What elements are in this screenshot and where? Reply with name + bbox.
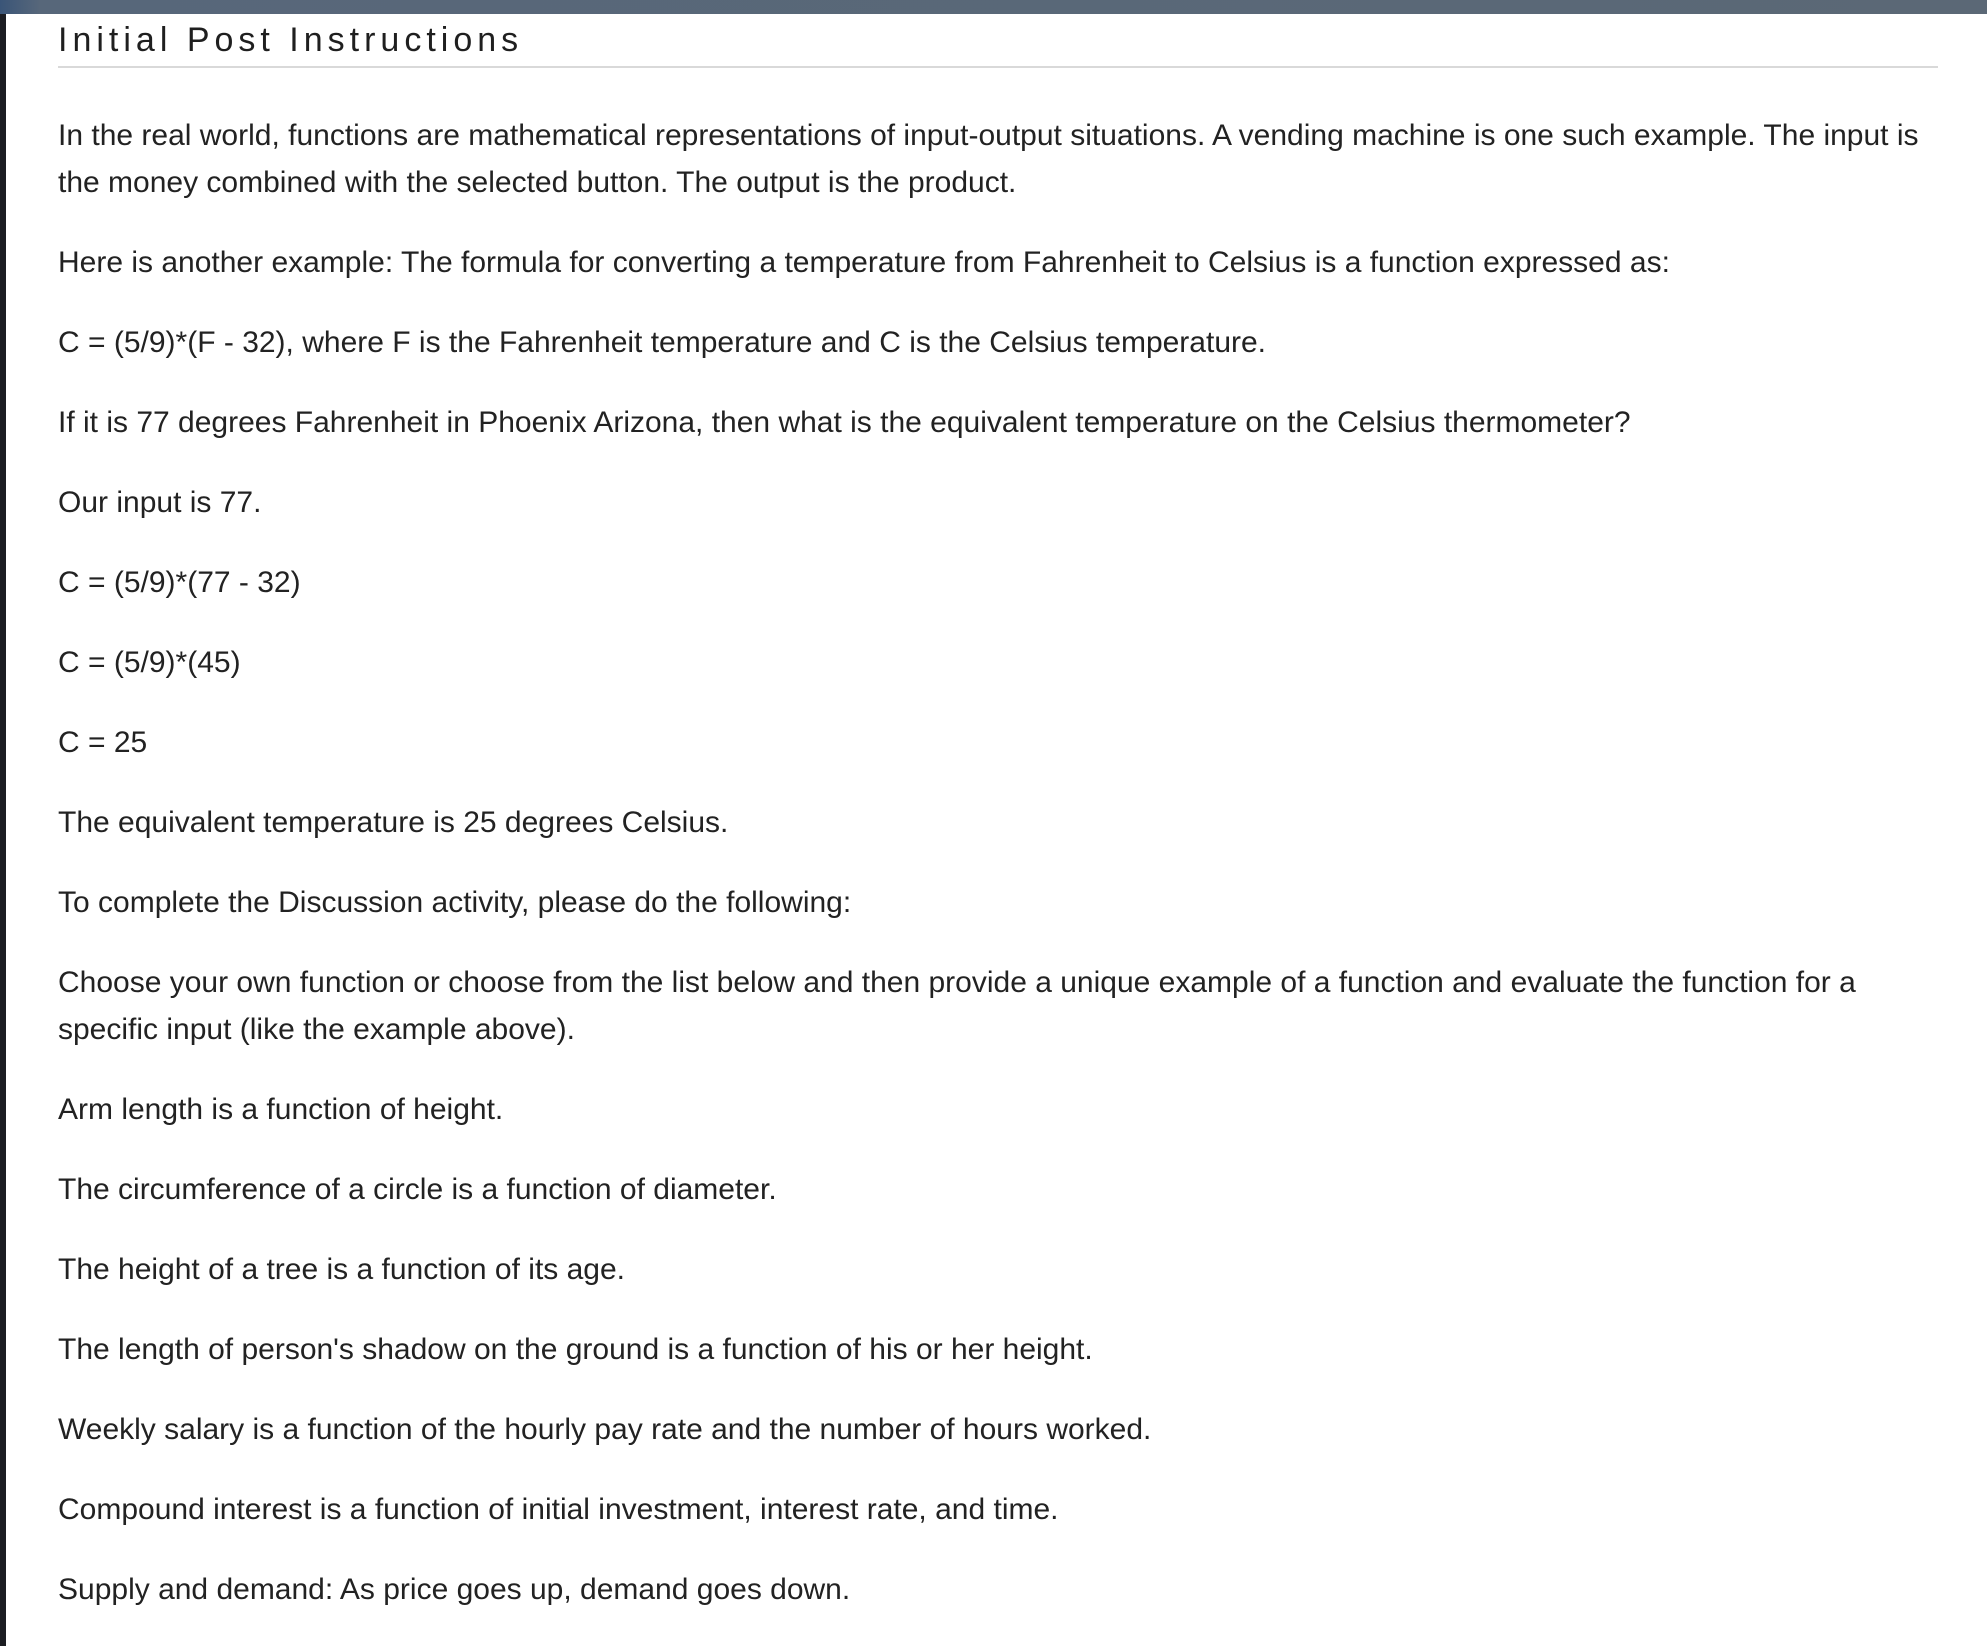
task-paragraph: Choose your own function or choose from the list below and then provide a unique example of a function and evaluate the function for a specific input (like the example above). [58,966,1856,1046]
page-title: Initial Post Instructions [58,21,524,59]
calc-step-2: C = (5/9)*(45) [58,646,241,679]
formula-paragraph: C = (5/9)*(F - 32), where F is the Fahrenheit temperature and C is the Celsius temperature. [58,326,1267,359]
example-intro-paragraph: Here is another example: The formula for converting a temperature from Fahrenheit to Celsius is a function expressed as: [58,246,1670,279]
input-paragraph: Our input is 77. [58,486,262,519]
title-divider [58,66,1938,68]
list-item: The circumference of a circle is a function of diameter. [58,1173,777,1206]
instructions-body [58,112,1938,1613]
calc-step-3: C = 25 [58,726,148,759]
instructions-content [58,14,1938,1646]
list-item: The height of a tree is a function of its age. [58,1253,626,1286]
list-item: Compound interest is a function of initial investment, interest rate, and time. [58,1493,1059,1526]
question-paragraph: If it is 77 degrees Fahrenheit in Phoenix Arizona, then what is the equivalent temperature on the Celsius thermometer? [58,406,1631,439]
list-item: Arm length is a function of height. [58,1093,504,1126]
result-paragraph: The equivalent temperature is 25 degrees Celsius. [58,806,729,839]
list-item: Supply and demand: As price goes up, demand goes down. [58,1573,851,1606]
window-top-bar [0,0,1987,14]
calc-step-1: C = (5/9)*(77 - 32) [58,566,301,599]
intro-paragraph: In the real world, functions are mathematical representations of input-output situations. A vending machine is one such example. The input is the money combined with the selected button. The output is the product. [58,119,1919,199]
list-item: Weekly salary is a function of the hourly pay rate and the number of hours worked. [58,1413,1152,1446]
task-intro-paragraph: To complete the Discussion activity, please do the following: [58,886,852,919]
list-item: The length of person's shadow on the ground is a function of his or her height. [58,1333,1093,1366]
left-edge-border [0,14,6,1646]
